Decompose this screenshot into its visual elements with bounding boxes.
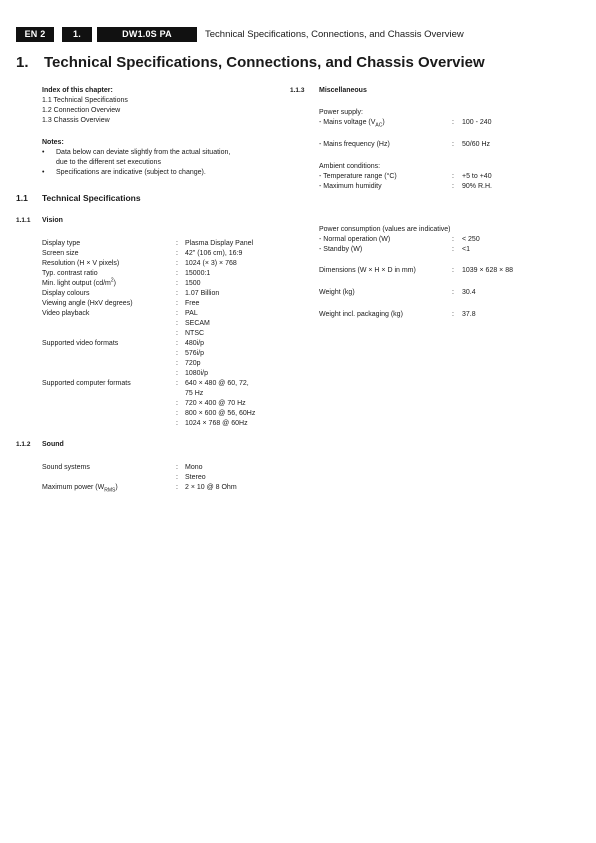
spec-label: Min. light output $(cd/m^2)$	[42, 277, 116, 287]
index-item[interactable]: 1.1 Technical Specifications	[42, 97, 128, 104]
spec-label: - Mains voltage $(V_{AC})$	[319, 119, 385, 129]
subsection-title: Sound	[42, 441, 64, 448]
spec-value: 576i/p	[185, 350, 205, 357]
spec-label: Dimensions (W × H × D in mm)	[319, 267, 416, 274]
spec-colon: :	[176, 484, 178, 491]
page-code: EN 2	[24, 29, 46, 39]
ambient-heading: Ambient conditions:	[319, 163, 381, 170]
spec-colon: :	[176, 420, 178, 427]
spec-value: SECAM	[185, 320, 210, 327]
page-code-box	[16, 27, 54, 42]
spec-label: Weight (kg)	[319, 289, 355, 296]
spec-colon: :	[176, 280, 178, 287]
spec-value: 640 × 480 @ 60, 72,	[185, 380, 249, 387]
spec-label: - Maximum humidity	[319, 183, 382, 190]
spec-value: 42" (106 cm), 16:9	[185, 250, 243, 257]
spec-colon: :	[176, 300, 178, 307]
spec-value: 1.07 Billion	[185, 290, 220, 297]
spec-value: Mono	[185, 464, 203, 471]
subsection-title: Miscellaneous	[319, 87, 367, 94]
spec-colon: :	[452, 267, 454, 274]
spec-colon: :	[176, 330, 178, 337]
header-chapter-number: 1.	[73, 29, 81, 39]
subsection-number: 1.1.3	[290, 87, 305, 94]
spec-colon: :	[176, 350, 178, 357]
spec-label: - Mains frequency (Hz)	[319, 141, 390, 148]
spec-label: Display colours	[42, 290, 90, 297]
spec-value: 75 Hz	[185, 390, 204, 397]
chapter-number: 1.	[16, 54, 29, 71]
spec-value: <1	[462, 246, 470, 253]
spec-value: 1500	[185, 280, 201, 287]
spec-colon: :	[176, 260, 178, 267]
spec-colon: :	[452, 311, 454, 318]
spec-colon: :	[176, 310, 178, 317]
spec-colon: :	[176, 240, 178, 247]
spec-value: 30.4	[462, 289, 476, 296]
bullet-icon: •	[42, 169, 45, 176]
spec-colon: :	[452, 141, 454, 148]
spec-value: 37.8	[462, 311, 476, 318]
spec-label: Sound systems	[42, 464, 90, 471]
spec-label: Resolution (H × V pixels)	[42, 260, 120, 267]
spec-label: Supported computer formats	[42, 380, 131, 387]
spec-colon: :	[452, 183, 454, 190]
spec-label: Typ. contrast ratio	[42, 270, 98, 277]
section-number: 1.1	[16, 193, 28, 203]
note-bullet: • Data below can deviate slightly from the actual situation, due to the different set executions	[42, 149, 231, 166]
spec-colon: :	[176, 360, 178, 367]
spec-value: 2 × 10 @ 8 Ohm	[185, 484, 237, 491]
spec-label: Screen size	[42, 250, 79, 257]
section-heading	[16, 193, 141, 204]
spec-value: Plasma Display Panel	[185, 240, 254, 247]
power-consumption-heading: Power consumption (values are indicative)	[319, 226, 451, 233]
spec-label: Display type	[42, 240, 81, 247]
header-title: Technical Specifications, Connections, and Chassis Overview	[205, 29, 464, 40]
spec-colon: :	[176, 370, 178, 377]
index-heading: Index of this chapter:	[42, 87, 113, 94]
spec-colon: :	[176, 380, 178, 387]
spec-colon: :	[452, 119, 454, 126]
subsection-title: Vision	[42, 217, 63, 224]
note-bullet: • Specifications are indicative (subject to change).	[42, 169, 206, 176]
spec-value: Stereo	[185, 474, 206, 481]
spec-value: NTSC	[185, 330, 205, 337]
chapter-number-box	[62, 27, 92, 42]
subsection-number: 1.1.2	[16, 441, 31, 448]
spec-value: 1039 × 628 × 88	[462, 267, 513, 274]
spec-colon: :	[176, 290, 178, 297]
index-item[interactable]: 1.2 Connection Overview	[42, 107, 121, 114]
spec-value: 1024 (× 3) × 768	[185, 260, 237, 267]
spec-value: 1080i/p	[185, 370, 208, 377]
power-supply-heading: Power supply:	[319, 109, 363, 116]
spec-colon: :	[176, 464, 178, 471]
spec-value: PAL	[185, 310, 198, 317]
spec-label: Maximum power $(W_{RMS})$	[42, 484, 118, 494]
spec-value: 480i/p	[185, 340, 205, 347]
spec-label: - Temperature range (°C)	[319, 173, 397, 180]
notes-heading: Notes:	[42, 139, 64, 146]
spec-value: 720p	[185, 360, 201, 367]
spec-value: 800 × 600 @ 56, 60Hz	[185, 410, 256, 417]
spec-colon: :	[176, 340, 178, 347]
spec-colon: :	[176, 250, 178, 257]
spec-colon: :	[176, 400, 178, 407]
spec-value: 720 × 400 @ 70 Hz	[185, 400, 246, 407]
spec-colon: :	[452, 289, 454, 296]
spec-value: +5 to +40	[462, 173, 492, 180]
spec-value: 1024 × 768 @ 60Hz	[185, 420, 248, 427]
spec-value: 100 - 240	[462, 119, 492, 126]
bullet-icon: •	[42, 149, 45, 156]
model-name: DW1.0S PA	[122, 29, 172, 39]
spec-colon: :	[176, 474, 178, 481]
section-title: Technical Specifications	[42, 193, 141, 203]
chapter-title	[16, 54, 485, 72]
spec-value: 15000:1	[185, 270, 211, 277]
spec-colon: :	[452, 236, 454, 243]
chapter-title-text: Technical Specifications, Connections, and Chassis Overview	[44, 54, 485, 71]
spec-label: Viewing angle (HxV degrees)	[42, 300, 133, 307]
spec-label: Weight incl. packaging (kg)	[319, 311, 403, 318]
spec-value: 90% R.H.	[462, 183, 492, 190]
spec-label: - Standby (W)	[319, 246, 363, 253]
index-item[interactable]: 1.3 Chassis Overview	[42, 117, 110, 124]
spec-value: Free	[185, 300, 200, 307]
spec-colon: :	[176, 410, 178, 417]
spec-colon: :	[176, 270, 178, 277]
spec-colon: :	[176, 320, 178, 327]
spec-label: Video playback	[42, 310, 90, 317]
spec-label: Supported video formats	[42, 340, 119, 347]
subsection-number: 1.1.1	[16, 217, 31, 224]
spec-value: < 250	[462, 236, 480, 243]
model-box	[97, 27, 197, 42]
spec-colon: :	[452, 173, 454, 180]
spec-label: - Normal operation (W)	[319, 236, 391, 243]
spec-colon: :	[452, 246, 454, 253]
spec-value: 50/60 Hz	[462, 141, 491, 148]
